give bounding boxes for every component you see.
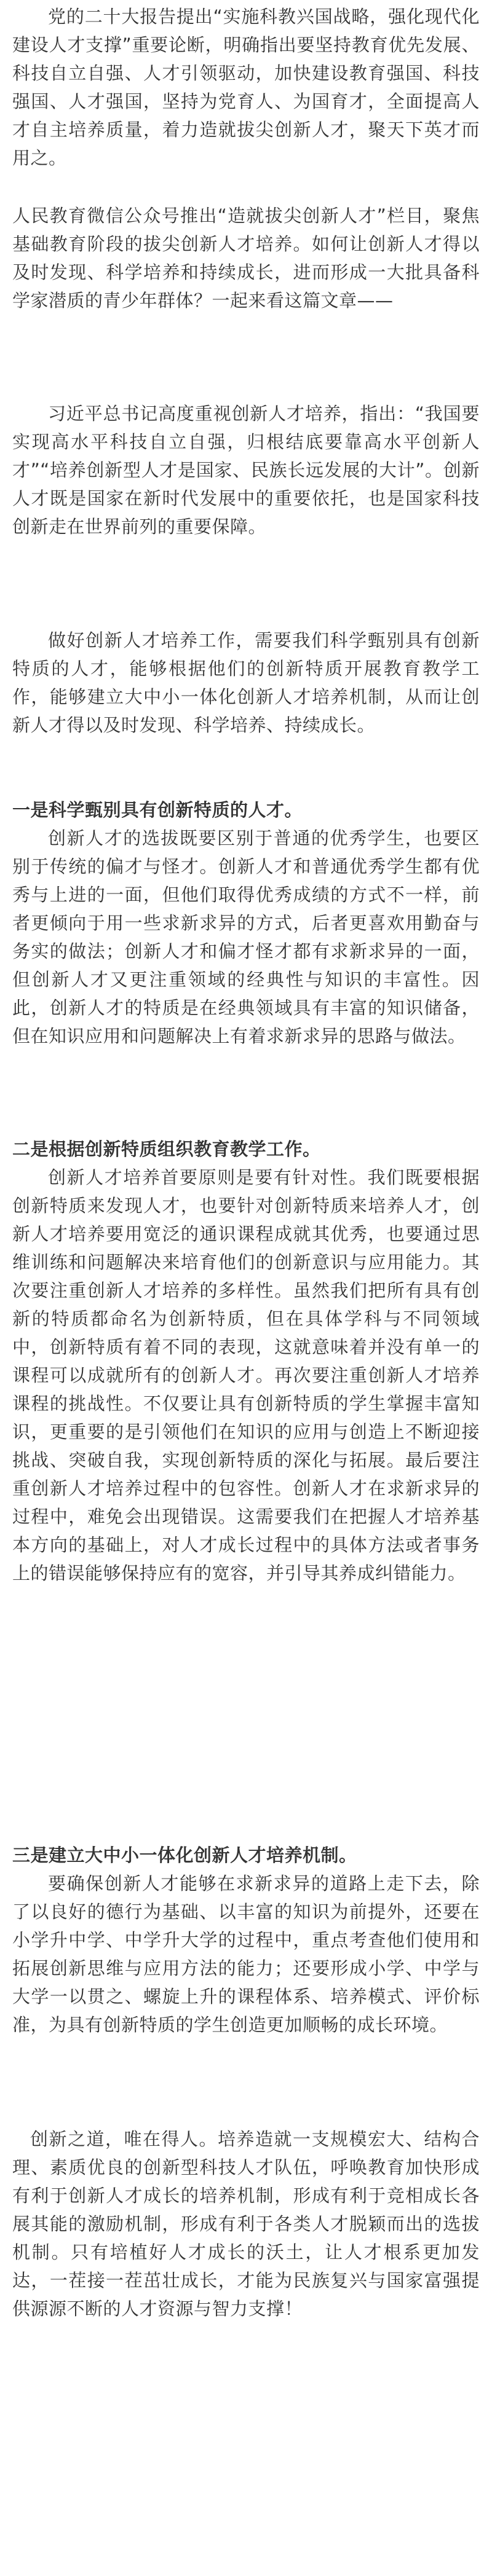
section-2-paragraph: 创新人才培养首要原则是要有针对性。我们既要根据创新特质来发现人才，也要针对创新特质来培养人才，创新人才培养要用宽泛的通识课程成就其优秀，也要通过思维训练和问题解决来培育他们的创新意识与应用能力。其次要注重创新人才培养的多样性。虽然我们把所有具有创新的特质都命名为创新特质，但在具体学科与不同领域中，创新特质有着不同的表现，这就意味着并没有单一的课程可以成就所有的创新人才。再次要注重创新人才培养课程的挑战性。不仅要让具有创新特质的学生掌握丰富知识，更重要的是引领他们在知识的应用与创造上不断迎接挑战、突破自我，实现创新特质的深化与拓展。最后要注重创新人才培养过程中的包容性。创新人才在求新求异的过程中，难免会出现错误。这需要我们在把握人才培养基本方向的基础上，对人才成长过程中的具体方法或者事务上的错误能够保持应有的宽容，并引导其养成纠错能力。 <box>12 1167 480 1584</box>
conclusion-paragraph: 创新之道，唯在得人。培养造就一支规模宏大、结构合理、素质优良的创新型科技人才队伍，呼唤教育加快形成有利于创新人才成长的培养机制，形成有利于竞相成长各展其能的激励机制，形成有利于各类人才脱颖而出的选拔机制。只有培植好人才成长的沃土，让人才根系更加发达，一茬接一茬茁壮成长，才能为民族复兴与国家富强提供源源不断的人才资源与智力支撑！ <box>12 2129 480 2319</box>
section-heading-2: 二是根据创新特质组织教育教学工作。 <box>12 1139 321 1160</box>
quote-paragraph: 习近平总书记高度重视创新人才培养，指出：“我国要实现高水平科技自立自强，归根结底要靠高水平创新人才”“培养创新型人才是国家、民族长远发展的大计”。创新人才既是国家在新时代发展中的重要依托，也是国家科技创新走在世界前列的重要保障。 <box>12 403 480 537</box>
overview-paragraph: 做好创新人才培养工作，需要我们科学甄别具有创新特质的人才，能够根据他们的创新特质开展教育教学工作，能够建立大中小一体化创新人才培养机制，从而让创新人才得以及时发现、科学培养、持续成长。 <box>12 630 480 736</box>
section-1-paragraph: 创新人才的选拔既要区别于普通的优秀学生，也要区别于传统的偏才与怪才。创新人才和普通优秀学生都有优秀与上进的一面，但他们取得优秀成绩的方式不一样，前者更倾向于用一些求新求异的方式，后者更喜欢用勤奋与务实的做法；创新人才和偏才怪才都有求新求异的一面，但创新人才又更注重领域的经典性与知识的丰富性。因此，创新人才的特质是在经典领域具有丰富的知识储备，但在知识应用和问题解决上有着求新求异的思路与做法。 <box>12 828 480 1046</box>
section-3-paragraph: 要确保创新人才能够在求新求异的道路上走下去，除了以良好的德行为基础、以丰富的知识为前提外，还要在小学升中学、中学升大学的过程中，重点考查他们使用和拓展创新思维与应用方法的能力；还要形成小学、中学与大学一以贯之、螺旋上升的课程体系、培养模式、评价标准，为具有创新特质的学生创造更加顺畅的成长环境。 <box>12 1873 480 2035</box>
section-heading-1: 一是科学甄别具有创新特质的人才。 <box>12 799 303 820</box>
column-intro-paragraph: 人民教育微信公众号推出“造就拔尖创新人才”栏目，聚焦基础教育阶段的拔尖创新人才培养。如何让创新人才得以及时发现、科学培养和持续成长，进而形成一大批具备科学家潜质的青少年群体？一起来看这篇文章—— <box>12 205 480 311</box>
section-heading-3: 三是建立大中小一体化创新人才培养机制。 <box>12 1845 357 1866</box>
intro-paragraph: 党的二十大报告提出“实施科教兴国战略，强化现代化建设人才支撑”重要论断，明确指出要坚持教育优先发展、科技自立自强、人才引领驱动，加快建设教育强国、科技强国、人才强国，坚持为党育人、为国育才，全面提高人才自主培养质量，着力造就拔尖创新人才，聚天下英才而用之。 <box>12 6 480 168</box>
